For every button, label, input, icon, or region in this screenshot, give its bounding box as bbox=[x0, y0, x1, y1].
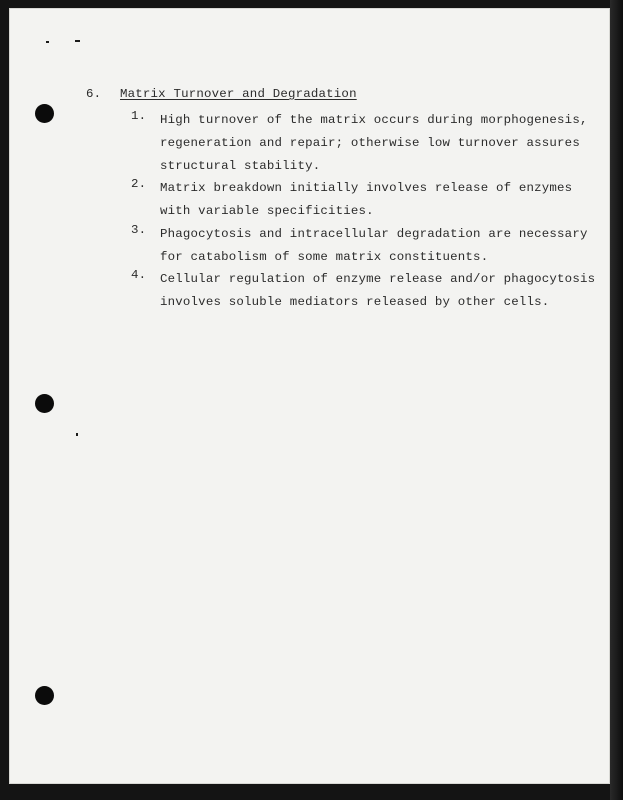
item-number: 1. bbox=[131, 109, 147, 123]
punch-hole-bottom bbox=[35, 686, 54, 705]
item-line: Phagocytosis and intracellular degradation are necessary bbox=[160, 227, 588, 241]
item-line: High turnover of the matrix occurs during morphogenesis, bbox=[160, 113, 588, 127]
item-line: structural stability. bbox=[160, 159, 321, 173]
item-text bbox=[160, 109, 588, 178]
item-number: 3. bbox=[131, 223, 147, 237]
item-text bbox=[160, 223, 588, 269]
item-number: 4. bbox=[131, 268, 147, 282]
ink-mark bbox=[46, 41, 49, 43]
ink-mark bbox=[75, 40, 80, 42]
item-line: Matrix breakdown initially involves release of enzymes bbox=[160, 181, 573, 195]
section-number: 6. bbox=[86, 87, 102, 101]
item-text bbox=[160, 177, 572, 223]
item-number: 2. bbox=[131, 177, 147, 191]
punch-hole-top bbox=[35, 104, 54, 123]
item-text bbox=[160, 268, 595, 314]
section-title: Matrix Turnover and Degradation bbox=[120, 87, 357, 101]
ink-mark bbox=[76, 433, 78, 436]
item-line: involves soluble mediators released by other cells. bbox=[160, 295, 550, 309]
item-line: Cellular regulation of enzyme release and/or phagocytosis bbox=[160, 272, 596, 286]
item-line: with variable specificities. bbox=[160, 204, 374, 218]
punch-hole-middle bbox=[35, 394, 54, 413]
page-edge-shadow bbox=[610, 0, 623, 800]
item-line: for catabolism of some matrix constituents. bbox=[160, 250, 489, 264]
item-line: regeneration and repair; otherwise low turnover assures bbox=[160, 136, 580, 150]
